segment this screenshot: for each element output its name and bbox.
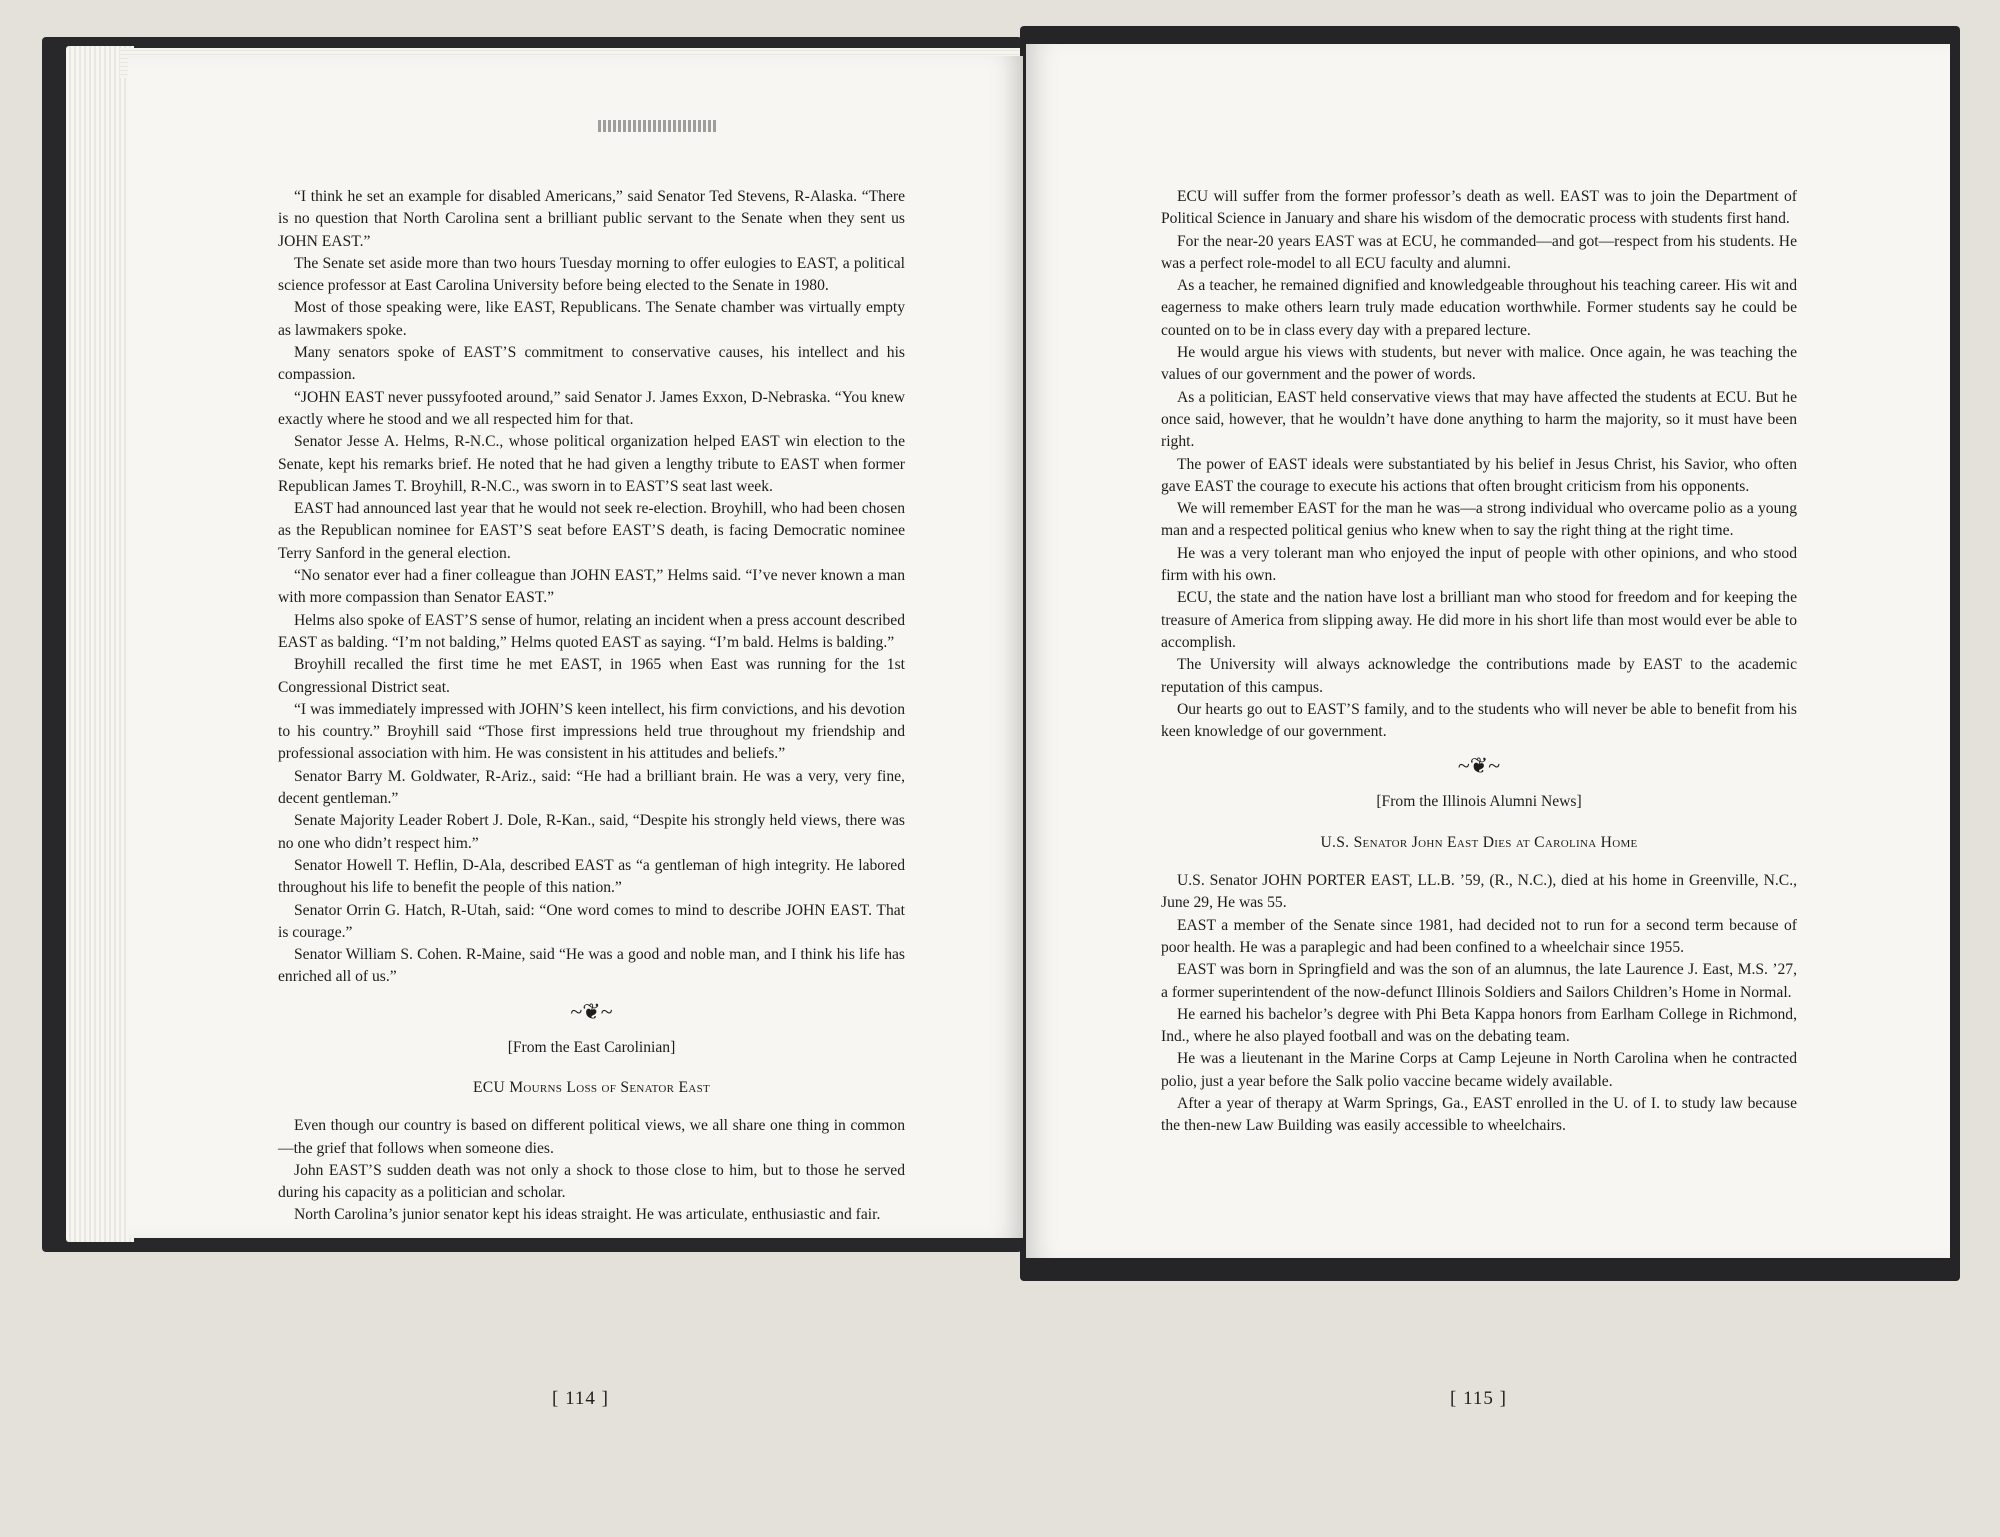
- paragraph: EAST a member of the Senate since 1981, had decided not to run for a second term because of poor health. He was a paraplegic and had been confined to a wheelchair since 1955.: [1161, 916, 1797, 956]
- paragraph: EAST had announced last year that he would not seek re-election. Broyhill, who had been chosen as the Republican nominee for EAST’S seat before EAST’S death, is facing Democratic nominee Terry Sanford in the general election.: [278, 500, 905, 562]
- paragraph: “I was immediately impressed with JOHN’S keen intellect, his firm convictions, and his devotion to his country.” Broyhill said “Those first impressions held true throughout my friendship and professional association with him. He was consistent in his attitudes and beliefs.”: [278, 700, 905, 763]
- paragraph: ECU will suffer from the former professor’s death as well. EAST was to join the Department of Political Science in January and share his wisdom of the democratic process with students first hand.: [1161, 188, 1797, 228]
- section-ornament: ~❦~: [570, 998, 613, 1024]
- paragraph: U.S. Senator JOHN PORTER EAST, LL.B. ’59, (R., N.C.), died at his home in Greenville, N.C., June 29, He was 55.: [1161, 872, 1797, 912]
- paragraph: “I think he set an example for disabled Americans,” said Senator Ted Stevens, R-Alaska. “There is no question that North Carolina sent a brilliant public servant to the Senate when they sent us JOHN EAST.”: [278, 188, 905, 250]
- paragraph: Our hearts go out to EAST’S family, and to the students who will never be able to benefit from his keen knowledge of our government.: [1161, 700, 1797, 741]
- running-head-bleed: [598, 120, 718, 132]
- paragraph: “No senator ever had a finer colleague than JOHN EAST,” Helms said. “I’ve never known a man with more compassion than Senator EAST.”: [278, 567, 905, 607]
- section-ornament: ~❦~: [1457, 753, 1501, 779]
- paragraph: He would argue his views with students, but never with malice. Once again, he was teaching the values of our government and the power of words.: [1161, 344, 1797, 384]
- article-headline: U.S. Senator John East Dies at Carolina Home: [1320, 833, 1638, 851]
- paragraph: “JOHN EAST never pussyfooted around,” said Senator J. James Exxon, D-Nebraska. “You knew exactly where he stood and we all respected him for that.: [278, 388, 905, 428]
- paragraph: Even though our country is based on different political views, we all share one thing in common—the grief that follows when someone dies.: [278, 1117, 905, 1157]
- paragraph: The Senate set aside more than two hours Tuesday morning to offer eulogies to EAST, a political science professor at East Carolina University before being elected to the Senate in 1980.: [278, 254, 905, 295]
- paragraph: He earned his bachelor’s degree with Phi Beta Kappa honors from Earlham College in Richmond, Ind., where he also played football and was on the debating team.: [1161, 1005, 1797, 1046]
- paragraph: Senator Jesse A. Helms, R-N.C., whose political organization helped EAST win election to the Senate, kept his remarks brief. He noted that he had given a lengthy tribute to EAST when former Republican James T. Broyhill, R-N.C., was sworn in to EAST’S seat last week.: [278, 433, 905, 495]
- article-headline: ECU Mourns Loss of Senator East: [472, 1078, 711, 1096]
- paragraph: John EAST’S sudden death was not only a shock to those close to him, but to those he served during his capacity as a politician and scholar.: [278, 1161, 905, 1202]
- page-edges: [66, 46, 134, 1242]
- right-text-column: [1161, 186, 1797, 1138]
- paragraph: As a politician, EAST held conservative views that may have affected the students at ECU. But he once said, however, that he wouldn’t have done anything to harm the majority, so it must have been right.: [1161, 388, 1797, 451]
- article-source: [From the East Carolinian]: [507, 1038, 676, 1056]
- left-text-column: [278, 186, 905, 1227]
- paragraph: The University will always acknowledge the contributions made by EAST to the academic reputation of this campus.: [1161, 656, 1797, 696]
- paragraph: For the near-20 years EAST was at ECU, he commanded—and got—respect from his students. He was a perfect role-model to all ECU faculty and alumni.: [1161, 232, 1797, 272]
- page-number-left: [ 114 ]: [552, 1388, 609, 1409]
- paragraph: Broyhill recalled the first time he met EAST, in 1965 when East was running for the 1st Congressional District seat.: [278, 656, 905, 696]
- paragraph: Most of those speaking were, like EAST, Republicans. The Senate chamber was virtually empty as lawmakers spoke.: [278, 299, 905, 339]
- paragraph: Senate Majority Leader Robert J. Dole, R-Kan., said, “Despite his strongly held views, there was no one who didn’t respect him.”: [278, 812, 905, 852]
- paragraph: North Carolina’s junior senator kept his ideas straight. He was articulate, enthusiastic and fair.: [294, 1206, 881, 1224]
- paragraph: Senator Howell T. Heflin, D-Ala, described EAST as “a gentleman of high integrity. He labored throughout his life to benefit the people of this nation.”: [278, 856, 905, 897]
- paragraph: ECU, the state and the nation have lost a brilliant man who stood for freedom and for keeping the treasure of America from slipping away. He did more in his short life than most would ever be able to accomplish.: [1161, 589, 1797, 651]
- article-source: [From the Illinois Alumni News]: [1376, 793, 1582, 811]
- paragraph: The power of EAST ideals were substantiated by his belief in Jesus Christ, his Savior, who often gave EAST the courage to execute his actions that often brought criticism from his opponents.: [1161, 455, 1797, 495]
- paragraph: Many senators spoke of EAST’S commitment to conservative causes, his intellect and his compassion.: [278, 344, 905, 384]
- paragraph: Senator Barry M. Goldwater, R-Ariz., said: “He had a brilliant brain. He was a very, very fine, decent gentleman.”: [278, 767, 905, 808]
- paragraph: EAST was born in Springfield and was the son of an alumnus, the late Laurence J. East, M.S. ’27, a former superintendent of the now-defunct Illinois Soldiers and Sailors Children’s Home in Normal.: [1161, 961, 1797, 1001]
- paragraph: We will remember EAST for the man he was—a strong individual who overcame polio as a young man and a respected political genius who knew when to say the right thing at the right time.: [1161, 500, 1797, 540]
- paragraph: Senator Orrin G. Hatch, R-Utah, said: “One word comes to mind to describe JOHN EAST. That is courage.”: [278, 901, 905, 941]
- paragraph: He was a very tolerant man who enjoyed the input of people with other opinions, and who stood firm with his own.: [1161, 544, 1797, 585]
- page-number-right: [ 115 ]: [1450, 1388, 1507, 1409]
- paragraph: As a teacher, he remained dignified and knowledgeable throughout his teaching career. His wit and eagerness to make others learn truly made education worthwhile. Former students say he could be counted on to be in class every day with a prepared lecture.: [1161, 277, 1797, 339]
- paragraph: Senator William S. Cohen. R-Maine, said “He was a good and noble man, and I think his life has enriched all of us.”: [278, 946, 905, 986]
- paragraph: Helms also spoke of EAST’S sense of humor, relating an incident when a press account described EAST as balding. “I’m not balding,” Helms quoted EAST as saying. “I’m bald. Helms is balding.”: [278, 611, 905, 651]
- paragraph: After a year of therapy at Warm Springs, Ga., EAST enrolled in the U. of I. to study law because the then-new Law Building was easily accessible to wheelchairs.: [1161, 1094, 1797, 1135]
- paragraph: He was a lieutenant in the Marine Corps at Camp Lejeune in North Carolina when he contracted polio, just a year before the Salk polio vaccine became widely available.: [1161, 1050, 1797, 1090]
